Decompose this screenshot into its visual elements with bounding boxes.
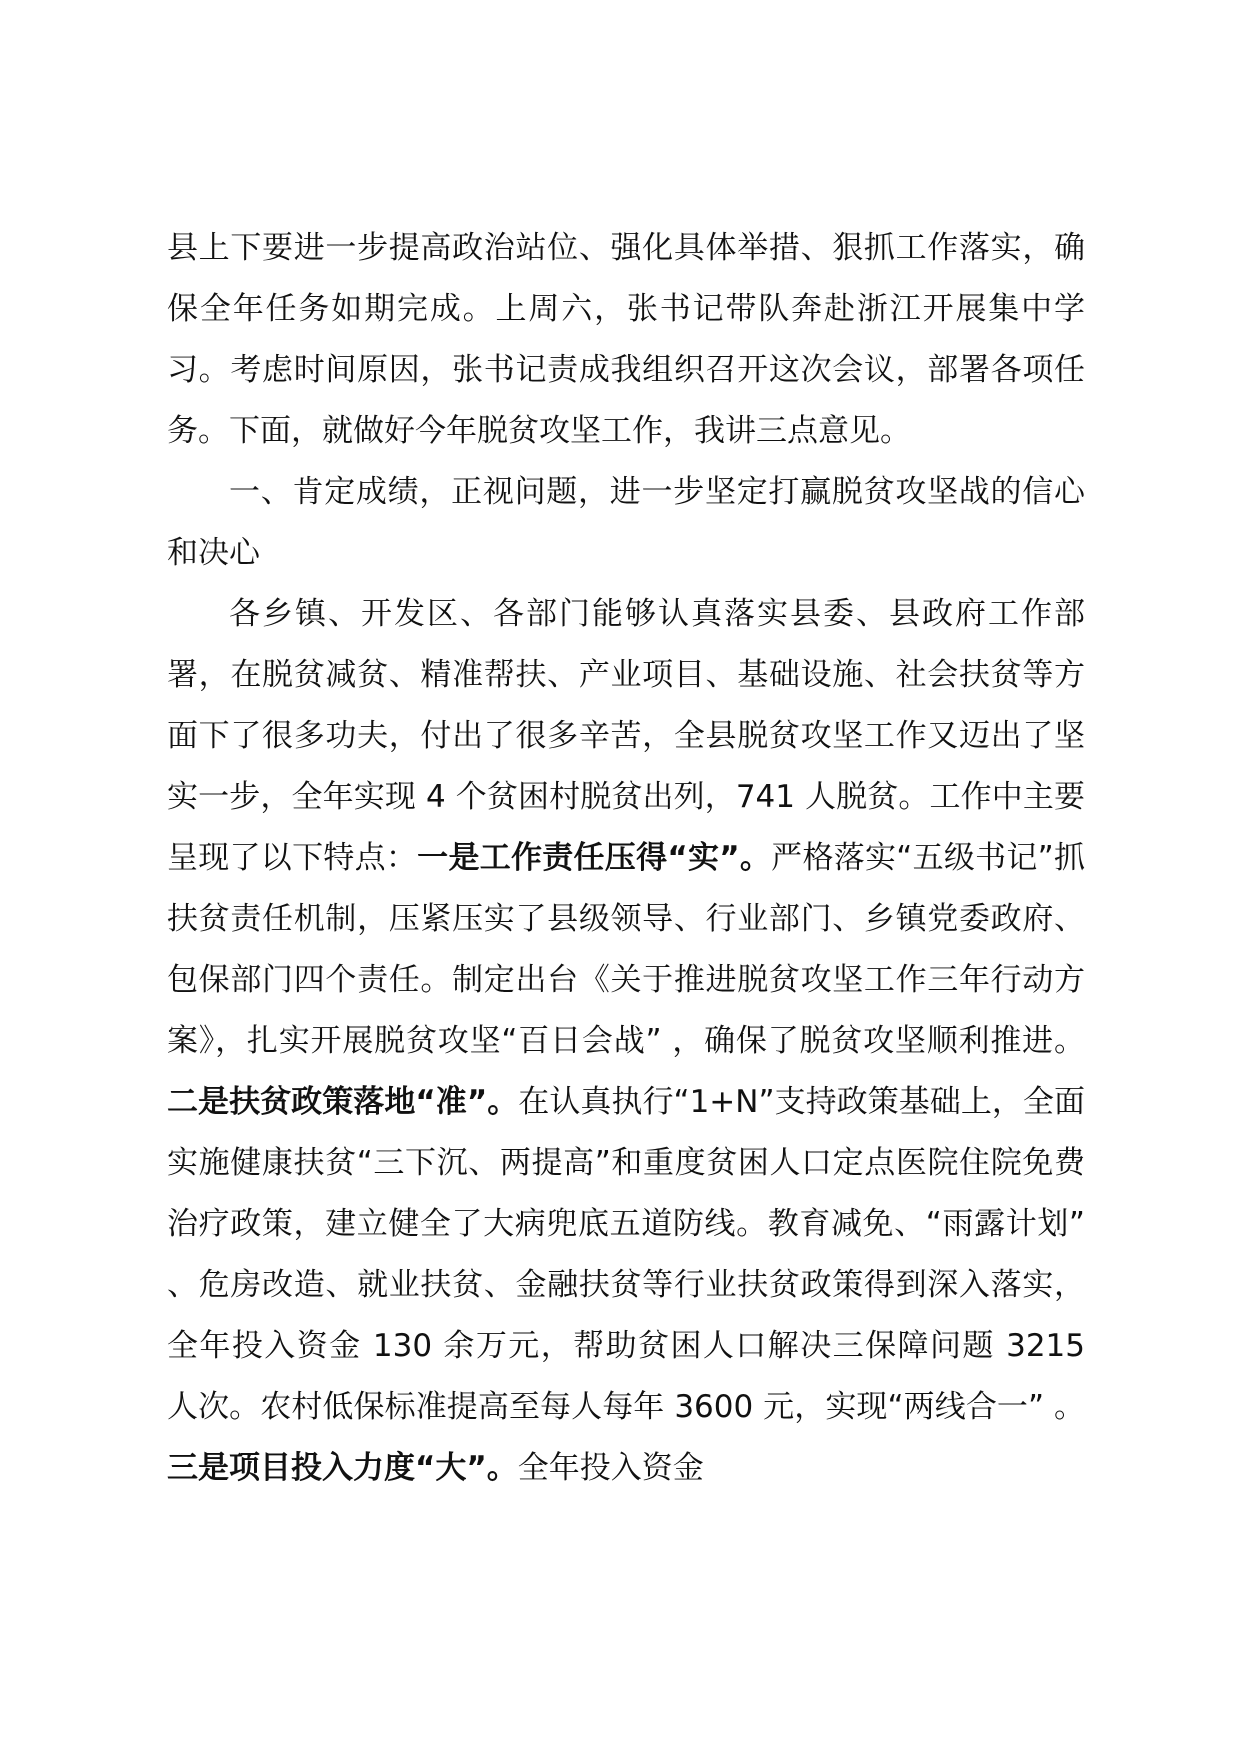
point-2-title: 二是扶贫政策落地“准”。 (167, 1084, 519, 1120)
point-3-title: 三是项目投入力度“大”。 (167, 1450, 518, 1486)
point-1-text: 严格落实“五级书记”抓扶贫责任机制，压紧压实了县级领导、行业部门、乡镇党委政府、包保部门四个责任。制定出台《关于推进脱贫攻坚工作三年行动方案》，扎实开展脱贫攻坚“百日会战” ，确保了脱贫攻坚顺利推进。 (167, 840, 1085, 1059)
document-body (167, 218, 1085, 1499)
section-heading-text: 一、肯定成绩，正视问题，进一步坚定打赢脱贫攻坚战的信心和决心 (167, 474, 1085, 571)
paragraph-text: 县上下要进一步提高政治站位、强化具体举措、狠抓工作落实，确保全年任务如期完成。上周六，张书记带队奔赴浙江开展集中学习。考虑时间原因，张书记责成我组织召开这次会议，部署各项任务。下面，就做好今年脱贫攻坚工作，我讲三点意见。 (167, 230, 1085, 449)
point-1-title: 一是工作责任压得“实”。 (417, 840, 772, 876)
body-paragraph-continuation (167, 218, 1085, 462)
paragraph-intro-text: 各乡镇、开发区、各部门能够认真落实县委、县政府工作部署，在脱贫减贫、精准帮扶、产业项目、基础设施、社会扶贫等方面下了很多功夫，付出了很多辛苦，全县脱贫攻坚工作又迈出了坚实一步，全年实现 4 个贫困村脱贫出列，741 人脱贫。工作中主要呈现了以下特点： (167, 596, 1085, 876)
point-2-text: 在认真执行“1+N”支持政策基础上，全面实施健康扶贫“三下沉、两提高”和重度贫困人口定点医院住院免费治疗政策，建立健全了大病兜底五道防线。教育减免、“雨露计划” 、危房改造、就业扶贫、金融扶贫等行业扶贫政策得到深入落实，全年投入资金 130 余万元，帮助贫困人口解决三保障问题 3215 人次。农村低保标准提高至每人每年 3600 元，实现“两线合一” 。 (167, 1084, 1085, 1425)
section-heading (167, 462, 1085, 584)
point-3-text: 全年投入资金 (517, 1450, 704, 1486)
body-paragraph (167, 584, 1085, 1499)
